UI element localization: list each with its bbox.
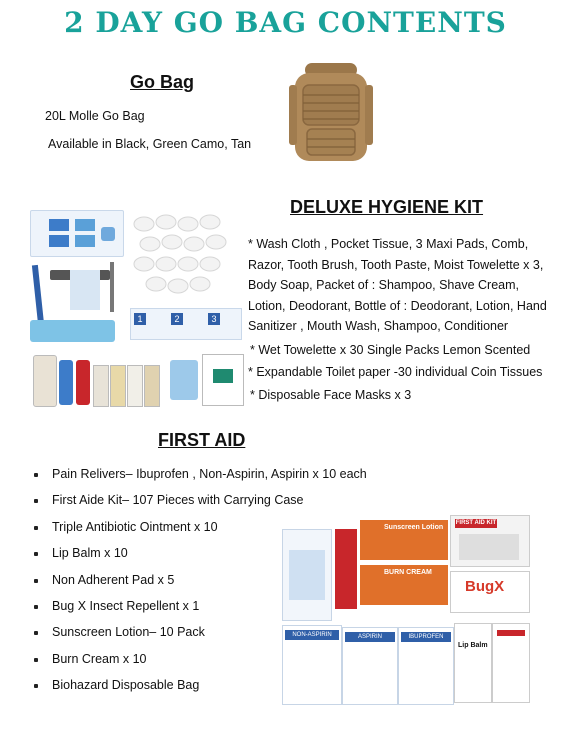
ibuprofen-label: IBUPROFEN (401, 632, 451, 642)
first-aid-heading: FIRST AID (158, 430, 246, 450)
hygiene-heading: DELUXE HYGIENE KIT (290, 197, 484, 217)
list-item: Bug X Insect Repellent x 1 (34, 599, 367, 625)
lip-balm-label: Lip Balm (458, 642, 488, 649)
hygiene-note-towelette: * Wet Towelette x 30 Single Packs Lemon Scented (250, 343, 531, 357)
list-item: Non Adherent Pad x 5 (34, 573, 367, 599)
list-item: Pain Relivers– Ibuprofen , Non-Aspirin, Aspirin x 10 each (34, 467, 367, 493)
backpack-image (285, 55, 377, 165)
hygiene-note-toilet-paper: * Expandable Toilet paper -30 individual Coin Tissues (248, 365, 543, 379)
list-item: First Aide Kit– 107 Pieces with Carrying Case (34, 493, 367, 519)
list-item: Triple Antibiotic Ointment x 10 (34, 520, 367, 546)
go-bag-line-2: Available in Black, Green Camo, Tan (48, 137, 252, 151)
go-bag-heading: Go Bag (130, 72, 195, 92)
coin-step-1: 1 (134, 313, 146, 325)
list-item: Sunscreen Lotion– 10 Pack (34, 625, 367, 651)
hygiene-description: * Wash Cloth , Pocket Tissue, 3 Maxi Pads, Comb, Razor, Tooth Brush, Tooth Paste, Moist Towelette x 3, Body Soap, Packet of : Shampoo, Shave Cream, Lotion, Deodorant, Bottle of : Deodorant, Lotion, Hand Sanitizer , Mouth Wash, Shampoo, Conditioner (248, 237, 547, 333)
hygiene-kit-image (30, 210, 245, 410)
burn-cream-label: BURN CREAM (384, 569, 432, 576)
page-title: 2 DAY GO BAG CONTENTS (64, 6, 507, 39)
first-aid-image (282, 515, 532, 715)
non-aspirin-label: NON-ASPIRIN (285, 630, 339, 640)
sunscreen-label: Sunscreen Lotion (384, 524, 444, 531)
list-item: Biohazard Disposable Bag (34, 678, 367, 704)
coin-step-2: 2 (171, 313, 183, 325)
go-bag-line-1: 20L Molle Go Bag (45, 109, 145, 123)
aspirin-label: ASPIRIN (345, 632, 395, 642)
list-item: Burn Cream x 10 (34, 652, 367, 678)
bugx-label: BugX (465, 578, 505, 595)
list-item: Lip Balm x 10 (34, 546, 367, 572)
first-aid-kit-label: FIRST AID KIT (455, 520, 497, 526)
hygiene-note-face-masks: * Disposable Face Masks x 3 (250, 388, 412, 402)
coin-step-3: 3 (208, 313, 220, 325)
